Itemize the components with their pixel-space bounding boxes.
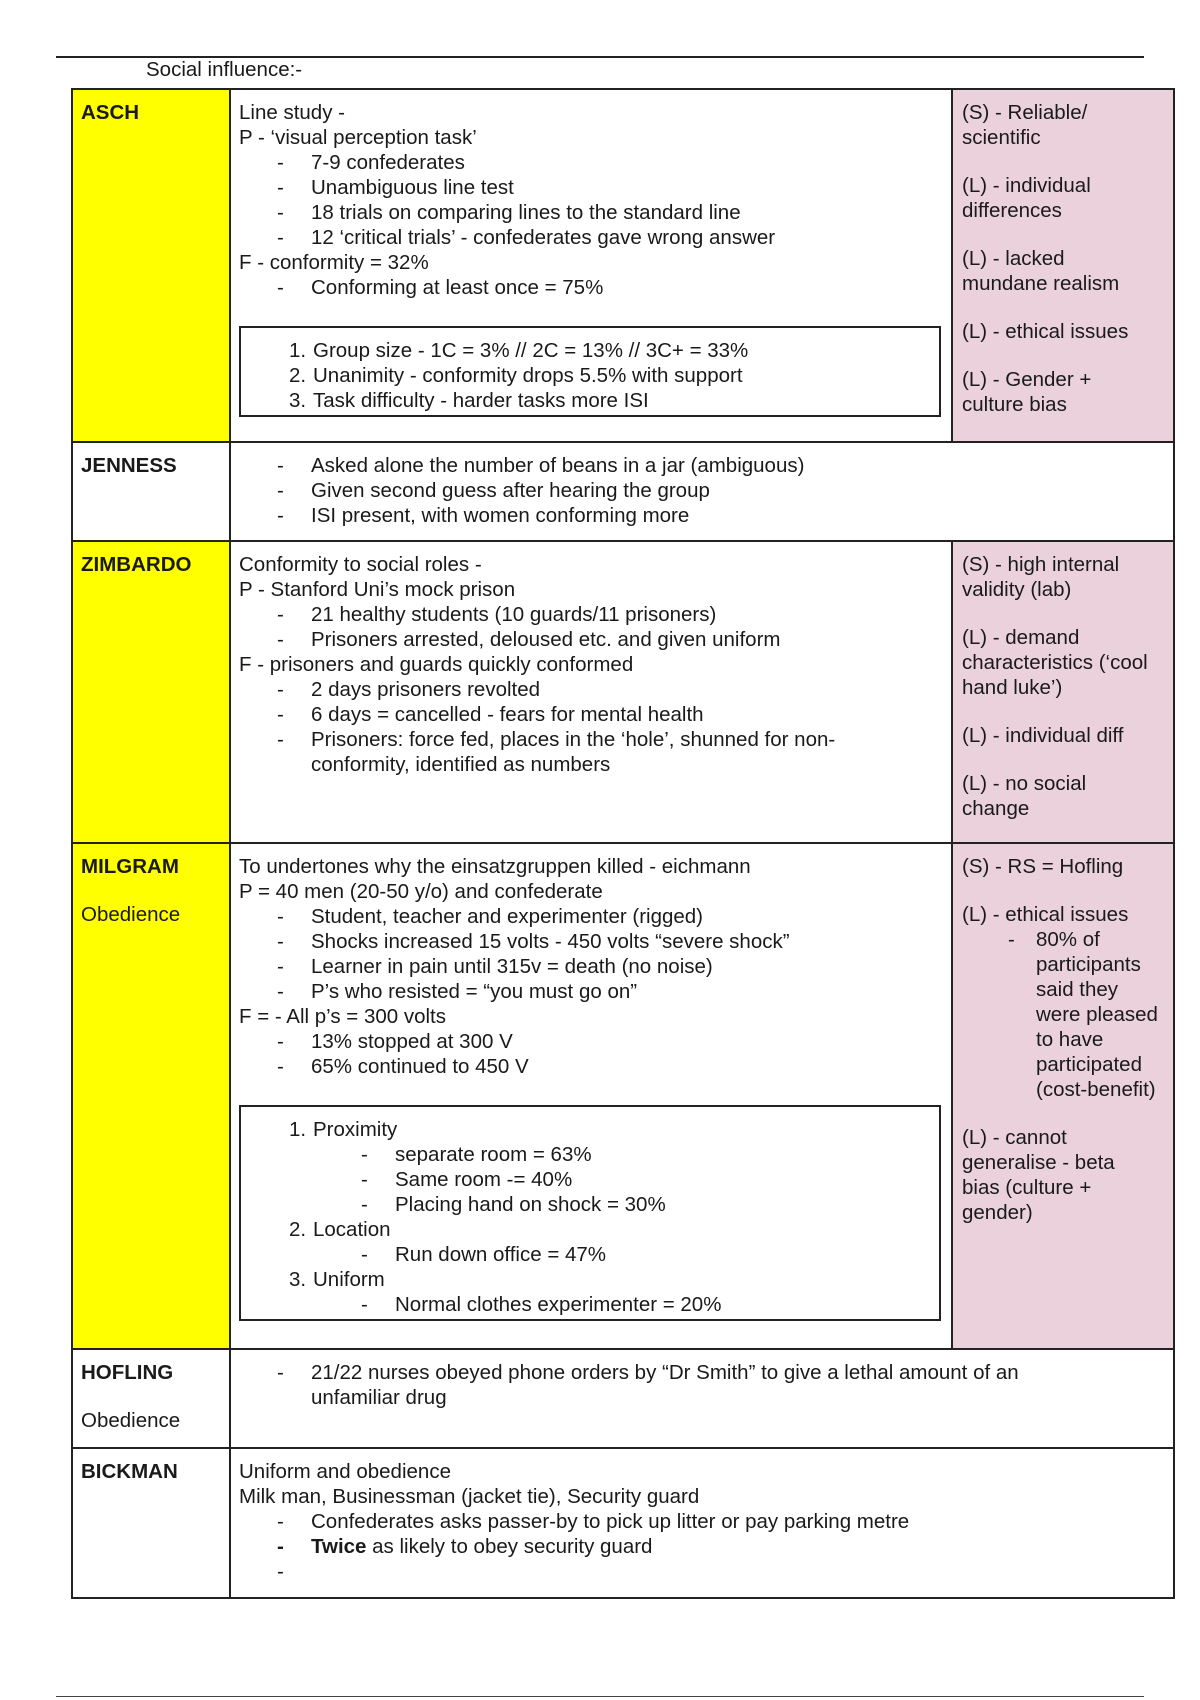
name-cell [73, 542, 231, 842]
sub-bullet: - Run down office = 47% [241, 1242, 939, 1267]
sub-bullet: - Normal clothes experimenter = 20% [241, 1292, 939, 1317]
bullet: - 65% continued to 450 V [239, 1054, 943, 1079]
bullet: - 21/22 nurses obeyed phone orders by “Dr Smith” to give a lethal amount of an [239, 1360, 1165, 1385]
variables-box [239, 1105, 941, 1321]
bullet: - Prisoners: force fed, places in the ‘hole’, shunned for non- [239, 727, 943, 752]
name-cell [73, 844, 231, 1348]
study-name: MILGRAM [81, 855, 179, 878]
sub-bullet: - Same room -= 40% [241, 1167, 939, 1192]
body-cell [231, 90, 951, 441]
row-asch [71, 88, 1175, 443]
numbered-item: 3. Task difficulty - harder tasks more ISI [289, 389, 649, 412]
numbered-item: 2. Location [289, 1218, 391, 1241]
bullet: - Learner in pain until 315v = death (no noise) [239, 954, 943, 979]
text-line: P - ‘visual perception task’ [239, 126, 477, 149]
text-line: Conformity to social roles - [239, 553, 482, 576]
bullet: - 13% stopped at 300 V [239, 1029, 943, 1054]
body-cell [231, 1350, 1173, 1447]
evaluation-point: (L) - demand characteristics (‘cool hand luke’) [962, 626, 1148, 699]
study-name: BICKMAN [81, 1460, 178, 1483]
row-zimbardo [71, 542, 1175, 844]
empty-bullet [239, 1559, 1165, 1584]
row-milgram [71, 844, 1175, 1350]
evaluation-point: (L) - individual diff [962, 724, 1124, 747]
body-cell [231, 542, 951, 842]
evaluation-cell [951, 90, 1173, 441]
name-cell [73, 443, 231, 540]
study-name: JENNESS [81, 454, 177, 477]
name-cell [73, 1449, 231, 1597]
bullet: - Unambiguous line test [239, 175, 943, 200]
name-cell [73, 1350, 231, 1447]
numbered-item: 3. Uniform [289, 1268, 385, 1291]
text-line: P = 40 men (20-50 y/o) and confederate [239, 880, 603, 903]
evaluation-point: (L) - ethical issues [962, 903, 1129, 926]
variables-box [239, 326, 941, 417]
text-line: F - prisoners and guards quickly conformed [239, 653, 634, 676]
bullet: - P’s who resisted = “you must go on” [239, 979, 943, 1004]
bullet: - 21 healthy students (10 guards/11 prisoners) [239, 602, 943, 627]
body-cell [231, 443, 1173, 540]
study-name: HOFLING [81, 1361, 174, 1384]
numbered-item: 1. Proximity [289, 1118, 398, 1141]
evaluation-point: (L) - ethical issues [962, 320, 1129, 343]
bullet: - 6 days = cancelled - fears for mental health [239, 702, 943, 727]
bullet: - Asked alone the number of beans in a jar (ambiguous) [239, 453, 1165, 478]
text-line: Milk man, Businessman (jacket tie), Security guard [239, 1485, 700, 1508]
row-jenness [71, 443, 1175, 542]
bullet: - Prisoners arrested, deloused etc. and given uniform [239, 627, 943, 652]
text-line: P - Stanford Uni’s mock prison [239, 578, 516, 601]
bullet: - Student, teacher and experimenter (rigged) [239, 904, 943, 929]
bullet: - 7-9 confederates [239, 150, 943, 175]
evaluation-point: (S) - RS = Hofling [962, 855, 1124, 878]
bullet: - ISI present, with women conforming more [239, 503, 1165, 528]
sub-bullet: - separate room = 63% [241, 1142, 939, 1167]
body-cell [231, 1449, 1173, 1597]
evaluation-sub-point: - 80% of participants said they were pleased to have participated (cost-benefit) [962, 927, 1164, 1102]
evaluation-cell [951, 844, 1173, 1348]
bullet-continuation: conformity, identified as numbers [311, 753, 611, 776]
text-line: Line study - [239, 101, 345, 124]
evaluation-point: (L) - individual differences [962, 174, 1091, 222]
evaluation-point: (L) - lacked mundane realism [962, 247, 1120, 295]
study-topic: Obedience [81, 903, 181, 926]
sub-bullet: - Placing hand on shock = 30% [241, 1192, 939, 1217]
evaluation-point: (S) - high internal validity (lab) [962, 553, 1120, 601]
evaluation-cell [951, 542, 1173, 842]
study-name: ASCH [81, 101, 140, 124]
name-cell [73, 90, 231, 441]
study-name: ZIMBARDO [81, 553, 192, 576]
numbered-item: 1. Group size - 1C = 3% // 2C = 13% // 3C+ = 33% [289, 339, 749, 362]
bullet: - Shocks increased 15 volts - 450 volts “severe shock” [239, 929, 943, 954]
evaluation-point: (L) - Gender + culture bias [962, 368, 1092, 416]
bullet: - Twice as likely to obey security guard [239, 1534, 1165, 1559]
study-topic: Obedience [81, 1409, 181, 1432]
evaluation-point: (S) - Reliable/ scientific [962, 101, 1088, 149]
text-line: F - conformity = 32% [239, 251, 429, 274]
bottom-rule [56, 1696, 1144, 1697]
bullet-continuation: unfamiliar drug [311, 1386, 447, 1409]
text-line: F = - All p’s = 300 volts [239, 1005, 447, 1028]
bullet: - 2 days prisoners revolted [239, 677, 943, 702]
row-hofling [71, 1350, 1175, 1449]
bullet: - Confederates asks passer-by to pick up litter or pay parking metre [239, 1509, 1165, 1534]
bullet: - 18 trials on comparing lines to the standard line [239, 200, 943, 225]
row-bickman [71, 1449, 1175, 1599]
bullet: - 12 ‘critical trials’ - confederates gave wrong answer [239, 225, 943, 250]
body-cell [231, 844, 951, 1348]
page-title: Social influence:- [146, 58, 303, 81]
numbered-item: 2. Unanimity - conformity drops 5.5% with support [289, 364, 743, 387]
text-line: Uniform and obedience [239, 1460, 451, 1483]
evaluation-point: (L) - no social change [962, 772, 1087, 820]
bullet: - Given second guess after hearing the group [239, 478, 1165, 503]
evaluation-point: (L) - cannot generalise - beta bias (culture + gender) [962, 1126, 1115, 1224]
text-line: To undertones why the einsatzgruppen killed - eichmann [239, 855, 751, 878]
bullet: - Conforming at least once = 75% [239, 275, 943, 300]
